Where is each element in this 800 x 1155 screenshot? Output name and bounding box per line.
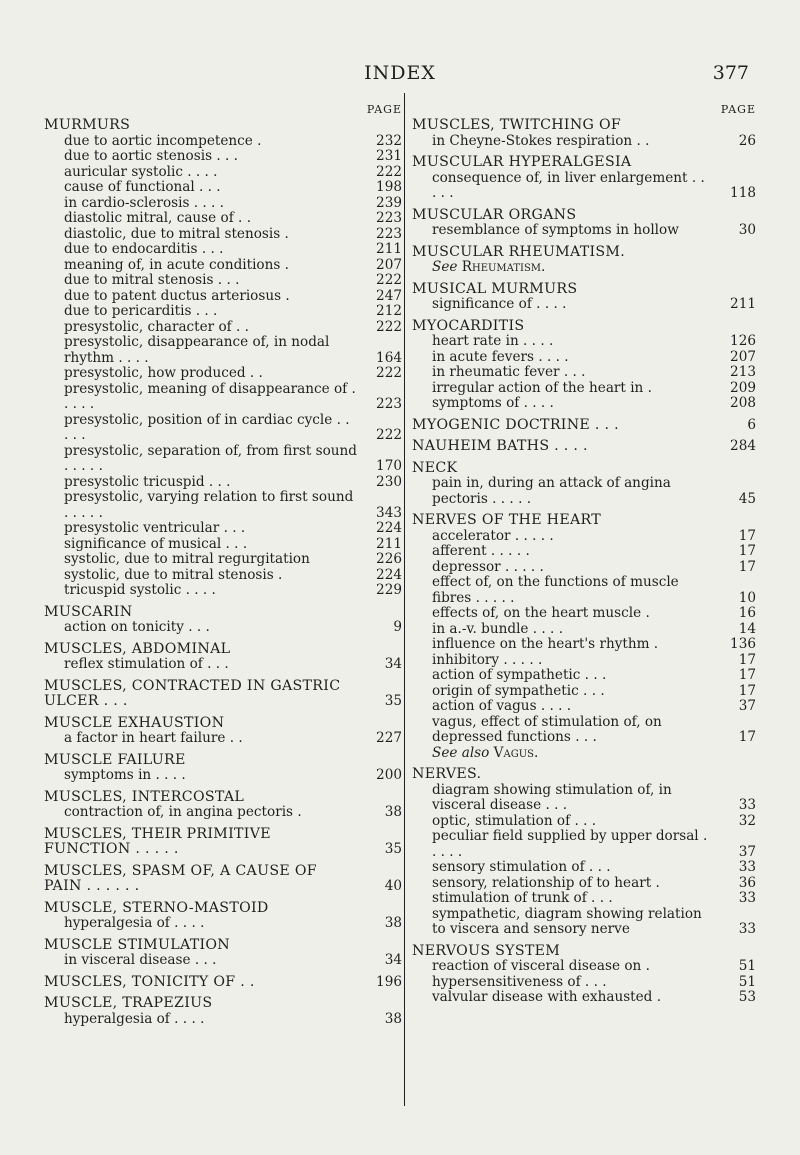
cross-reference-target: Vagus.: [493, 744, 539, 761]
index-page-ref: 32: [738, 812, 756, 829]
index-heading-line: [44, 975, 402, 991]
index-page-ref: 211: [730, 296, 756, 312]
index-heading: MUSCLE, STERNO-MASTOID: [44, 899, 269, 916]
index-subentry: [44, 916, 402, 932]
index-heading: NERVES OF THE HEART: [412, 512, 602, 528]
index-entry: [44, 716, 402, 747]
index-subentry: [412, 653, 756, 669]
index-page-ref: 33: [738, 921, 756, 937]
index-subentry-text: reflex stimulation of . . .: [64, 656, 229, 672]
index-subentry-text: systolic, due to mitral regurgitation: [64, 551, 310, 567]
index-heading: MUSCLE STIMULATION: [44, 936, 231, 953]
index-subentry: [44, 953, 402, 969]
index-subentry-text: meaning of, in acute conditions .: [64, 256, 289, 273]
index-subentry: [412, 637, 756, 653]
index-page-ref: 34: [384, 656, 402, 672]
index-heading-line: [412, 461, 756, 477]
index-heading-line: [412, 767, 756, 783]
index-subentry: [412, 334, 756, 350]
index-subentry-text: tricuspid systolic . . . .: [64, 582, 216, 598]
cross-reference: [412, 260, 756, 276]
index-subentry-text: presystolic tricuspid . . .: [64, 473, 231, 490]
index-subentry: [44, 552, 402, 568]
index-column-left: [44, 103, 402, 1033]
index-page-ref: 222: [376, 365, 402, 381]
index-page-ref: 33: [738, 797, 756, 813]
index-heading-line: [44, 679, 402, 710]
index-heading: NERVOUS SYSTEM: [412, 942, 561, 959]
index-subentry-text: in cardio-sclerosis . . . .: [64, 194, 224, 211]
index-subentry: [412, 365, 756, 381]
index-page-ref: 208: [730, 395, 756, 411]
index-heading-line: [44, 864, 402, 895]
index-subentry-text: afferent . . . . .: [432, 543, 530, 559]
index-page-ref: 33: [738, 890, 756, 906]
index-heading-line: [412, 155, 756, 171]
index-subentry-text: action of sympathetic . . .: [432, 667, 607, 683]
index-entry: [44, 827, 402, 858]
cross-reference-prefix: See: [432, 259, 458, 275]
cross-reference: [412, 746, 756, 762]
index-subentry-text: sensory stimulation of . . .: [432, 859, 611, 875]
index-entry: [412, 418, 756, 434]
index-page-ref: 126: [730, 333, 756, 349]
index-heading: MUSCLES, CONTRACTED IN GASTRIC ULCER . . .: [44, 677, 341, 709]
index-heading-line: [44, 901, 402, 917]
index-heading-line: [44, 827, 402, 858]
index-subentry-text: action on tonicity . . .: [64, 619, 210, 635]
index-subentry-text: in Cheyne-Stokes respiration . .: [432, 132, 650, 149]
index-subentry-text: cause of functional . . .: [64, 179, 221, 195]
index-subentry: [44, 165, 402, 181]
index-subentry: [44, 475, 402, 491]
index-page-ref: 14: [738, 620, 756, 637]
index-heading: MUSCLE EXHAUSTION: [44, 714, 225, 731]
index-subentry-text: hyperalgesia of . . . .: [64, 1010, 205, 1027]
index-subentry-text: presystolic, meaning of disappearance of . . . . .: [64, 380, 356, 412]
index-subentry: [412, 396, 756, 412]
index-subentry: [412, 668, 756, 684]
index-heading: MUSICAL MURMURS: [412, 280, 578, 297]
index-subentry-text: presystolic, separation of, from first sound . . . . .: [64, 442, 357, 474]
index-subentry: [412, 876, 756, 892]
index-page-ref: 38: [384, 915, 402, 931]
index-subentry: [412, 381, 756, 397]
index-subentry: [44, 413, 402, 444]
index-page-ref: 232: [376, 132, 402, 149]
index-entry: [44, 753, 402, 784]
index-entry: [44, 642, 402, 673]
index-subentry: [412, 134, 756, 150]
index-subentry: [412, 814, 756, 830]
index-entry: [412, 439, 756, 455]
index-subentry: [412, 544, 756, 560]
index-subentry: [44, 320, 402, 336]
index-subentry-text: due to pericarditis . . .: [64, 303, 218, 319]
index-heading-line: [412, 439, 756, 455]
index-subentry: [412, 699, 756, 715]
index-subentry-text: presystolic, varying relation to first sound . . . . .: [64, 489, 354, 521]
index-page-ref: 224: [376, 566, 402, 583]
index-page-ref: 226: [376, 551, 402, 567]
index-heading: MYOGENIC DOCTRINE . . .: [412, 416, 619, 433]
index-subentry-text: due to aortic stenosis . . .: [64, 148, 238, 164]
index-page-ref: 33: [738, 859, 756, 875]
index-page-ref: 222: [376, 163, 402, 180]
index-heading-line: [412, 319, 756, 335]
index-heading: MUSCLE FAILURE: [44, 751, 186, 768]
index-subentry: [412, 529, 756, 545]
index-subentry: [412, 715, 756, 746]
index-page-ref: 196: [376, 973, 402, 990]
index-page-ref: 10: [738, 589, 756, 606]
index-subentry: [412, 975, 756, 991]
index-page-ref: 212: [376, 303, 402, 319]
index-subentry-text: origin of sympathetic . . .: [432, 682, 605, 699]
index-subentry: [44, 444, 402, 475]
index-subentry-text: effect of, on the functions of muscle fibres . . . . .: [432, 574, 679, 606]
index-heading: NECK: [412, 459, 458, 476]
index-subentry: [44, 196, 402, 212]
index-subentry: [412, 297, 756, 313]
index-heading-line: [44, 642, 402, 658]
index-page-ref: 207: [730, 348, 756, 365]
index-page-ref: 200: [376, 767, 402, 783]
index-heading-line: [44, 605, 402, 621]
page-number: 377: [712, 62, 749, 84]
index-page-ref: 53: [738, 989, 756, 1005]
index-page-ref: 222: [376, 272, 402, 288]
index-subentry: [44, 731, 402, 747]
index-page-ref: 36: [738, 874, 756, 891]
index-subentry-text: action of vagus . . . .: [432, 698, 572, 714]
index-page-ref: 222: [376, 427, 402, 443]
index-subentry: [44, 211, 402, 227]
index-subentry-text: influence on the heart's rhythm .: [432, 636, 659, 652]
index-subentry-text: irregular action of the heart in .: [432, 379, 652, 396]
index-heading-line: [412, 208, 756, 224]
index-subentry: [412, 350, 756, 366]
index-page-ref: 30: [738, 222, 756, 238]
index-page-ref: 6: [747, 416, 756, 433]
index-subentry: [44, 768, 402, 784]
index-page-ref: 38: [384, 1010, 402, 1027]
index-subentry: [44, 180, 402, 196]
index-heading-line: [412, 418, 756, 434]
cross-reference-prefix: See also: [432, 744, 490, 761]
index-page-ref: 223: [376, 210, 402, 226]
index-page-ref: 17: [738, 651, 756, 668]
index-subentry: [412, 860, 756, 876]
index-subentry: [412, 907, 756, 938]
index-entry: [412, 245, 756, 276]
index-heading-line: [44, 118, 402, 134]
index-subentry-text: diastolic mitral, cause of . .: [64, 210, 252, 226]
index-heading: NERVES.: [412, 766, 482, 782]
index-subentry: [44, 273, 402, 289]
index-subentry-text: presystolic, disappearance of, in nodal rhythm . . . .: [64, 334, 330, 366]
index-subentry-text: pain in, during an attack of angina pectoris . . . . .: [432, 475, 671, 507]
index-heading: NAUHEIM BATHS . . . .: [412, 438, 588, 454]
index-page-ref: 17: [738, 667, 756, 683]
index-subentry-text: in rheumatic fever . . .: [432, 364, 586, 380]
index-heading: MUSCLES, TWITCHING OF: [412, 117, 622, 133]
index-subentry-text: sensory, relationship of to heart .: [432, 874, 660, 891]
index-page-ref: 16: [738, 605, 756, 621]
index-entry: [44, 605, 402, 636]
index-subentry: [412, 171, 756, 202]
index-entry: [412, 208, 756, 239]
index-subentry-text: sympathetic, diagram showing relation to viscera and sensory nerve: [432, 905, 702, 937]
index-page-ref: 17: [738, 527, 756, 544]
index-entry: [412, 513, 756, 761]
index-subentry: [44, 568, 402, 584]
index-subentry: [44, 537, 402, 553]
index-page-ref: 9: [393, 619, 402, 635]
index-heading: MUSCULAR HYPERALGESIA: [412, 154, 632, 170]
index-subentry-text: diastolic, due to mitral stenosis .: [64, 225, 289, 242]
index-subentry-text: effects of, on the heart muscle .: [432, 605, 650, 621]
index-subentry-text: vagus, effect of stimulation of, on depressed functions . . .: [432, 713, 662, 745]
index-subentry: [44, 382, 402, 413]
index-page-ref: 211: [376, 241, 402, 257]
index-page-ref: 211: [376, 535, 402, 552]
index-entry: [412, 118, 756, 149]
index-entry: [44, 996, 402, 1027]
index-page-ref: 213: [730, 364, 756, 380]
index-subentry-text: inhibitory . . . . .: [432, 651, 543, 668]
index-heading: MUSCLES, SPASM OF, A CAUSE OF PAIN . . . . . .: [44, 862, 317, 894]
index-subentry-text: peculiar field supplied by upper dorsal . . . . .: [432, 828, 708, 860]
index-heading-line: [44, 790, 402, 806]
index-subentry: [44, 335, 402, 366]
index-entry: [412, 155, 756, 202]
index-subentry: [412, 223, 756, 239]
index-subentry-text: valvular disease with exhausted .: [432, 989, 662, 1005]
index-subentry: [44, 620, 402, 636]
page-column-label: PAGE: [720, 103, 756, 116]
index-page-ref: 224: [376, 520, 402, 536]
index-subentry-text: a factor in heart failure . .: [64, 730, 243, 746]
index-subentry: [412, 560, 756, 576]
index-page-ref: 40: [384, 878, 402, 894]
index-page-ref: 136: [730, 636, 756, 652]
index-subentry-text: systolic, due to mitral stenosis .: [64, 566, 283, 583]
index-subentry: [44, 149, 402, 165]
index-subentry: [412, 829, 756, 860]
index-heading-line: [44, 753, 402, 769]
index-subentry-text: significance of . . . .: [432, 296, 567, 312]
index-page-ref: 34: [384, 952, 402, 968]
index-page-ref: 343: [376, 504, 402, 521]
index-page-ref: 164: [376, 349, 402, 366]
index-heading-line: [412, 118, 756, 134]
index-subentry-text: hypersensitiveness of . . .: [432, 973, 607, 990]
index-page-ref: 284: [730, 438, 756, 454]
page-header: [0, 62, 800, 92]
index-entry: [412, 319, 756, 412]
index-page-ref: 229: [376, 582, 402, 598]
index-subentry: [412, 575, 756, 606]
index-page-ref: 35: [384, 841, 402, 857]
index-subentry: [412, 606, 756, 622]
index-entry: [44, 975, 402, 991]
index-column-right: [412, 103, 756, 1012]
index-heading-line: [44, 996, 402, 1012]
index-heading-line: [412, 282, 756, 298]
index-page-ref: 51: [738, 973, 756, 990]
index-heading-line: [44, 716, 402, 732]
index-subentry-text: presystolic, how produced . .: [64, 365, 263, 381]
index-subentry-text: accelerator . . . . .: [432, 527, 554, 544]
index-subentry-text: reaction of visceral disease on .: [432, 958, 650, 974]
index-page-ref: 37: [738, 843, 756, 860]
index-entry: [44, 790, 402, 821]
index-heading: MUSCLES, INTERCOSTAL: [44, 788, 245, 805]
index-entry: [44, 901, 402, 932]
index-subentry: [44, 657, 402, 673]
index-subentry-text: consequence of, in liver enlargement . . . . .: [432, 169, 705, 201]
index-subentry: [44, 805, 402, 821]
index-page-ref: 17: [738, 558, 756, 575]
index-subentry: [412, 783, 756, 814]
index-page-ref: 51: [738, 958, 756, 974]
index-page-ref: 118: [730, 185, 756, 201]
index-subentry-text: presystolic, position of in cardiac cycle . . . . .: [64, 411, 350, 443]
index-subentry: [44, 583, 402, 599]
index-heading: MYOCARDITIS: [412, 317, 525, 334]
index-subentry: [412, 684, 756, 700]
page-title: INDEX: [364, 62, 436, 84]
index-subentry-text: heart rate in . . . .: [432, 333, 554, 349]
index-subentry-text: auricular systolic . . . .: [64, 163, 218, 180]
index-entry: [44, 679, 402, 710]
index-subentry: [412, 959, 756, 975]
index-page-ref: 247: [376, 287, 402, 304]
index-subentry: [44, 134, 402, 150]
index-entry: [44, 118, 402, 599]
index-subentry-text: in visceral disease . . .: [64, 952, 217, 968]
index-subentry-text: optic, stimulation of . . .: [432, 812, 597, 829]
index-subentry-text: due to patent ductus arteriosus .: [64, 287, 290, 304]
index-page-ref: 223: [376, 396, 402, 412]
index-subentry: [412, 990, 756, 1006]
index-page-ref: 222: [376, 318, 402, 335]
index-subentry: [412, 622, 756, 638]
index-subentry-text: in a.-v. bundle . . . .: [432, 620, 564, 637]
index-heading-line: [412, 245, 756, 261]
index-page-ref: 37: [738, 698, 756, 714]
index-subentry-text: presystolic ventricular . . .: [64, 520, 246, 536]
index-subentry-text: stimulation of trunk of . . .: [432, 890, 613, 906]
index-subentry: [44, 490, 402, 521]
index-subentry: [44, 521, 402, 537]
index-subentry-text: presystolic, character of . .: [64, 318, 249, 335]
index-page-ref: 17: [738, 729, 756, 745]
index-subentry: [412, 476, 756, 507]
index-subentry: [412, 891, 756, 907]
index-entry: [412, 461, 756, 508]
index-page-ref: 38: [384, 804, 402, 820]
index-subentry-text: in acute fevers . . . .: [432, 348, 569, 365]
index-heading: MUSCARIN: [44, 603, 133, 620]
index-subentry: [44, 1012, 402, 1028]
index-subentry: [44, 366, 402, 382]
index-heading-line: [44, 938, 402, 954]
index-heading: MUSCULAR ORGANS: [412, 206, 577, 223]
index-entry: [44, 864, 402, 895]
index-subentry-text: significance of musical . . .: [64, 535, 248, 552]
index-heading: MUSCLES, TONICITY OF . .: [44, 973, 255, 990]
index-page-ref: 17: [738, 543, 756, 559]
index-page-ref: 223: [376, 225, 402, 242]
index-entry: [44, 938, 402, 969]
index-page-ref: 227: [376, 730, 402, 746]
index-subentry-text: contraction of, in angina pectoris .: [64, 804, 302, 820]
index-subentry-text: symptoms of . . . .: [432, 395, 554, 411]
index-heading-line: [412, 944, 756, 960]
index-subentry-text: diagram showing stimulation of, in visceral disease . . .: [432, 781, 672, 813]
index-subentry: [44, 227, 402, 243]
index-heading-line: [412, 513, 756, 529]
index-heading: MUSCLES, THEIR PRIMITIVE FUNCTION . . . . .: [44, 825, 271, 857]
index-page-ref: 45: [738, 490, 756, 507]
index-entry: [412, 944, 756, 1006]
index-heading: MUSCLES, ABDOMINAL: [44, 640, 231, 657]
index-heading: MUSCLE, TRAPEZIUS: [44, 995, 213, 1011]
index-subentry: [44, 242, 402, 258]
cross-reference-target: Rheumatism.: [461, 259, 546, 275]
index-subentry-text: due to mitral stenosis . . .: [64, 272, 240, 288]
index-subentry-text: symptoms in . . . .: [64, 767, 186, 783]
index-subentry-text: resemblance of symptoms in hollow: [432, 222, 679, 238]
index-subentry-text: depressor . . . . .: [432, 558, 544, 575]
index-subentry-text: hyperalgesia of . . . .: [64, 915, 205, 931]
index-subentry: [44, 304, 402, 320]
index-entry: [412, 767, 756, 938]
index-page-ref: 170: [376, 458, 402, 474]
index-heading: MURMURS: [44, 117, 131, 133]
index-subentry-text: due to aortic incompetence .: [64, 132, 262, 149]
index-page-ref: 198: [376, 179, 402, 195]
index-page-ref: 207: [376, 256, 402, 273]
index-page-ref: 26: [738, 132, 756, 149]
index-subentry-text: due to endocarditis . . .: [64, 241, 224, 257]
index-subentry: [44, 289, 402, 305]
index-page-ref: 239: [376, 194, 402, 211]
page-column-label: PAGE: [366, 103, 402, 116]
index-page-ref: 209: [730, 379, 756, 396]
index-entry: [412, 282, 756, 313]
index-page-ref: 17: [738, 682, 756, 699]
index-subentry: [44, 258, 402, 274]
index-page-ref: 231: [376, 148, 402, 164]
index-heading: MUSCULAR RHEUMATISM.: [412, 243, 626, 260]
index-page-ref: 35: [384, 693, 402, 709]
index-page-ref: 230: [376, 473, 402, 490]
column-divider: [404, 93, 405, 1106]
